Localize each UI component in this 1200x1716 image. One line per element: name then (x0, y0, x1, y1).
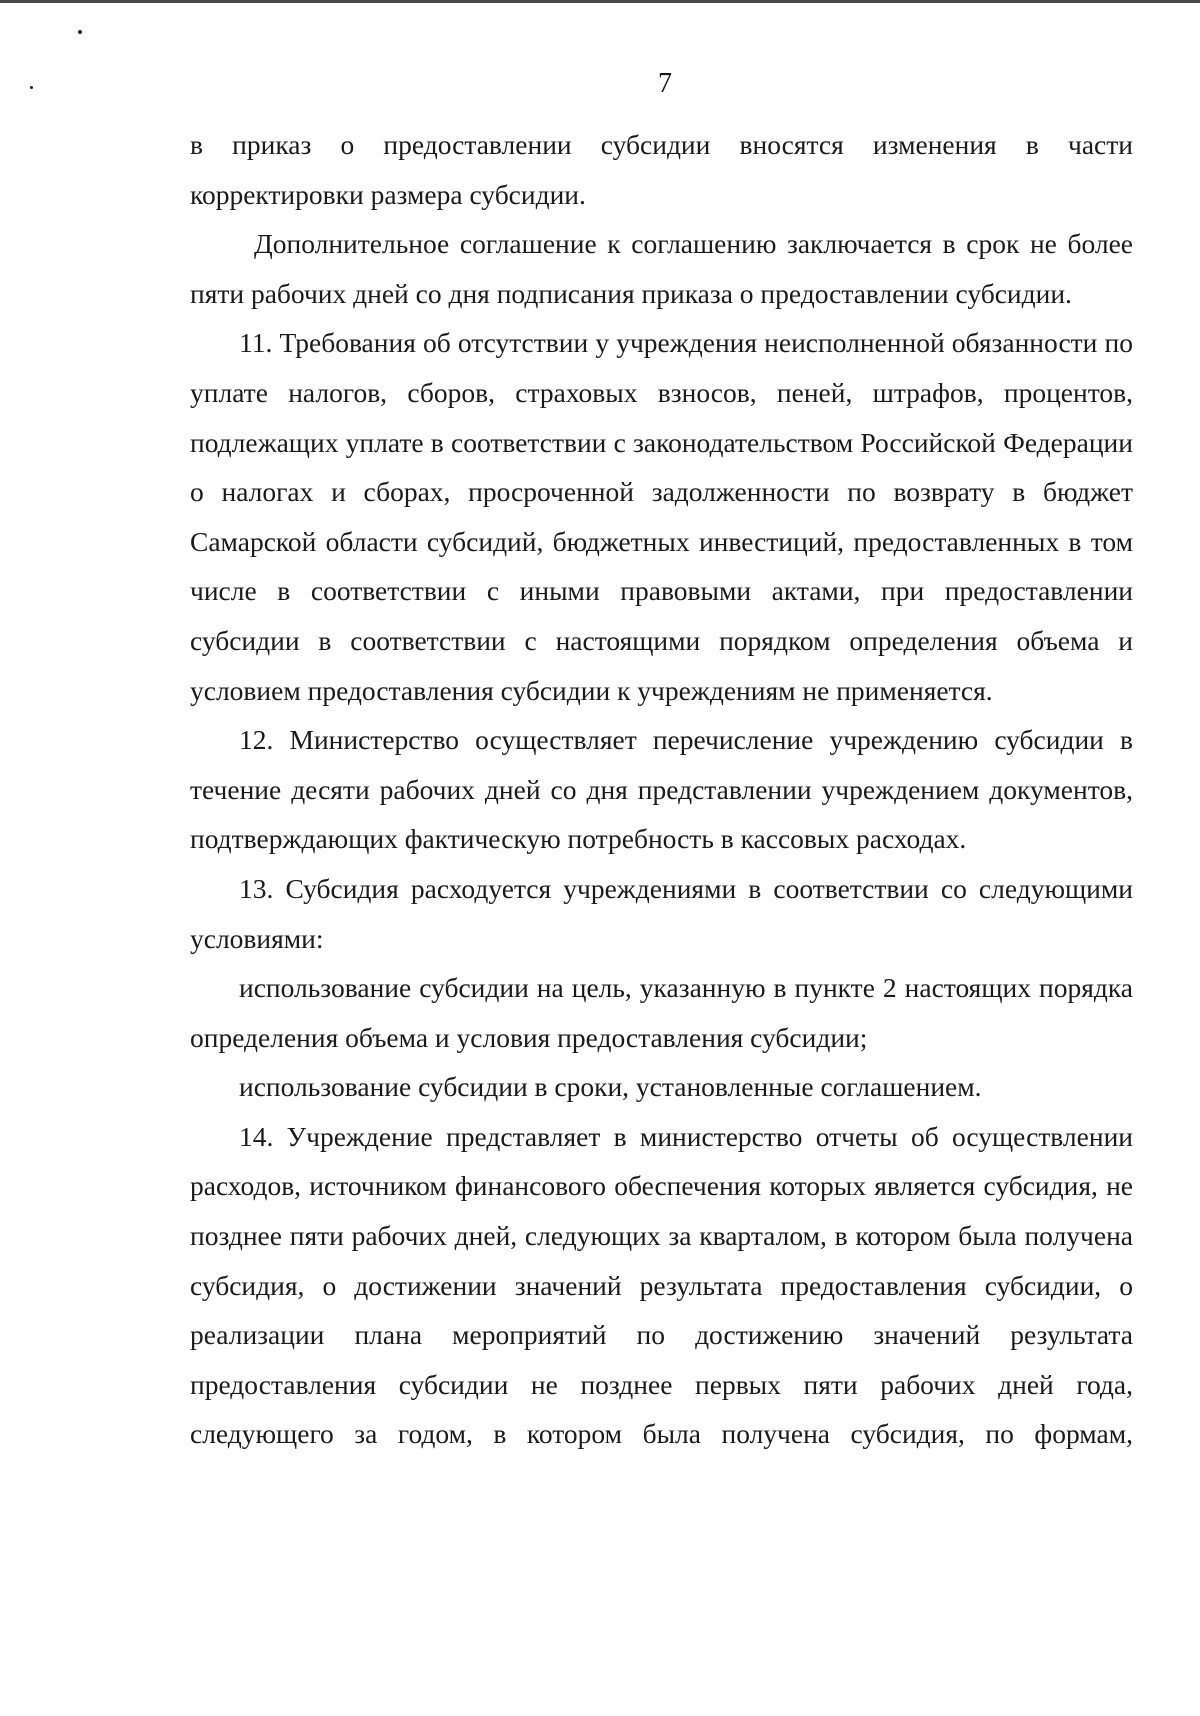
paragraph: 13. Субсидия расходуется учреждениями в соответствии со следующими условиями: (190, 872, 1133, 954)
scan-speck (78, 30, 82, 34)
paragraph: 11. Требования об отсутствии у учреждения неисполненной обязанности по уплате налогов, сборов, страховых взносов, пеней, штрафов, процентов, подлежащих уплате в соответствии с законодательством Российской Федерации о налогах и сборах, просроченной задолженности по возврату в бюджет Самарской области субсидий, бюджетных инвестиций, предоставленных в том числе в соответствии с иными правовыми актами, при предоставлении субсидии в соответствии с настоящими порядком определения объема и условием предоставления субсидии к учреждениям не применяется. (190, 327, 1133, 706)
paragraph: 14. Учреждение представляет в министерство отчеты об осуществлении расходов, источником финансового обеспечения которых является субсидия, не позднее пяти рабочих дней, следующих за кварталом, в котором была получена субсидия, о достижении значений результата предоставления субсидии, о реализации плана мероприятий по достижению значений результата предоставления субсидии не позднее первых пяти рабочих дней года, следующего за годом, в котором была получена субсидия, по формам, (190, 1120, 1133, 1450)
scan-edge (0, 0, 1200, 3)
paragraph: Дополнительное соглашение к соглашению заключается в срок не более пяти рабочих дней со дня подписания приказа о предоставлении субсидии. (190, 228, 1133, 309)
paragraph: использование субсидии в сроки, установленные соглашением. (239, 1071, 982, 1103)
paragraph: в приказ о предоставлении субсидии вносятся изменения в части корректировки размера субсидии. (190, 129, 1133, 210)
paragraph: использование субсидии на цель, указанную в пункте 2 настоящих порядка определения объема и условия предоставления субсидии; (190, 972, 1133, 1053)
page-number: 7 (658, 68, 672, 99)
paragraph: 12. Министерство осуществляет перечисление учреждению субсидии в течение десяти рабочих дней со дня представлении учреждением документов, подтверждающих фактическую потребность в кассовых расходах. (190, 724, 1133, 855)
body-text (190, 120, 1133, 1459)
